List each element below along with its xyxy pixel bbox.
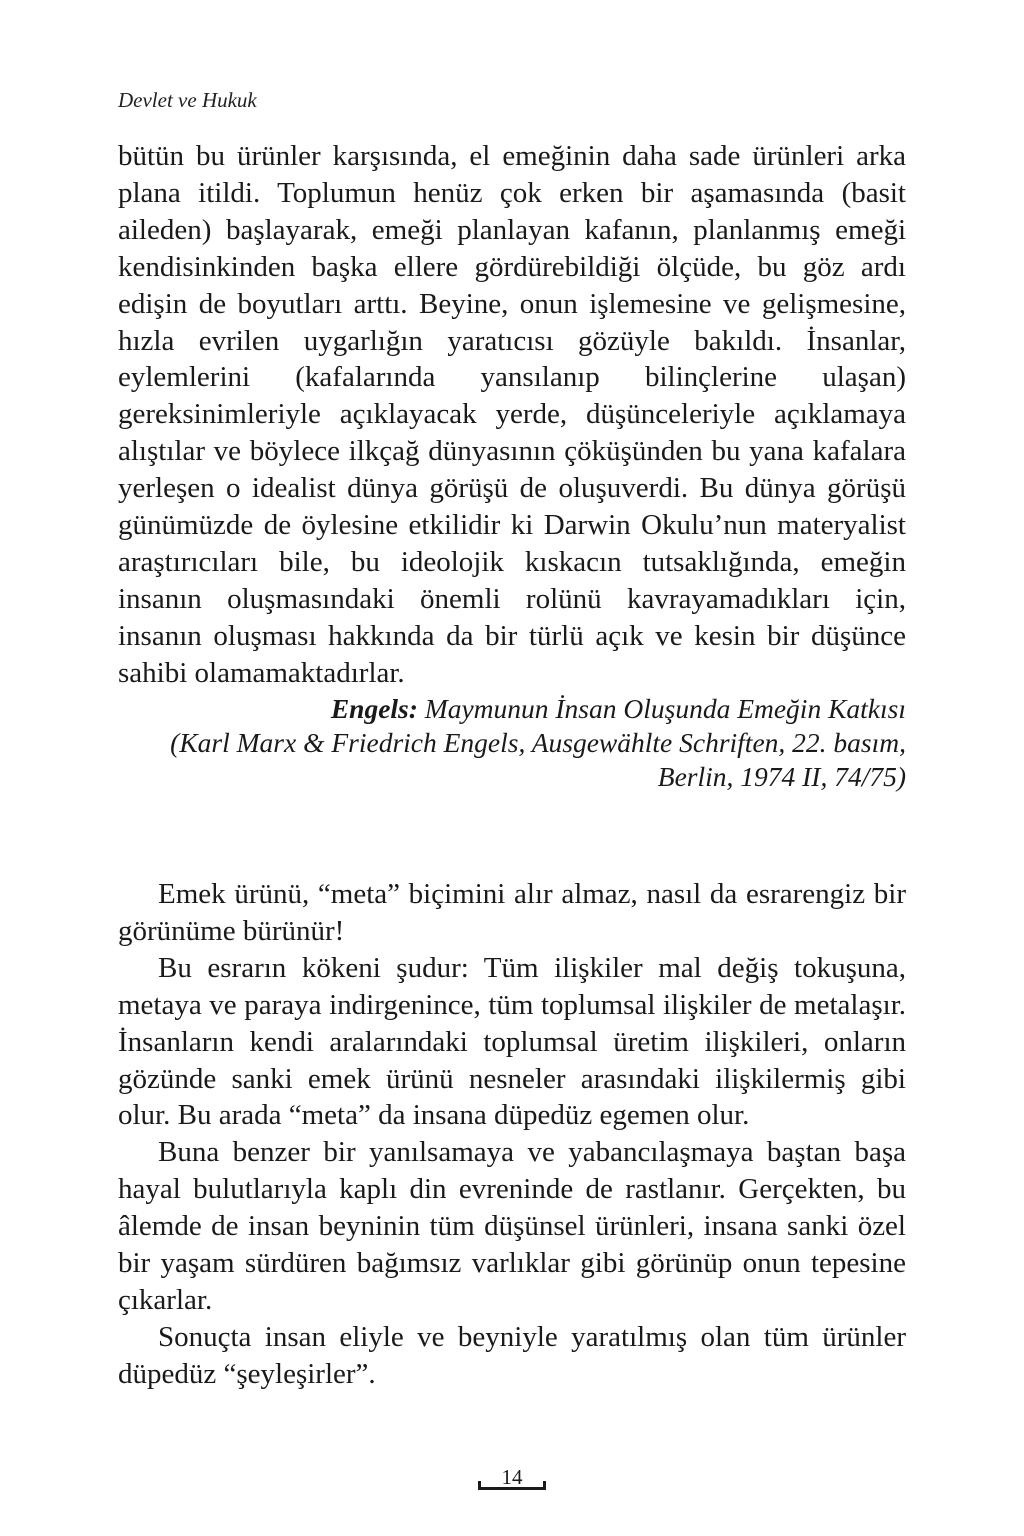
citation — [118, 692, 906, 794]
citation-source-line: (Karl Marx & Friedrich Engels, Ausgewählte Schriften, 22. basım, — [170, 727, 906, 758]
paragraph: bütün bu ürünler karşısında, el emeğinin daha sade ürünleri arka plana itildi. Toplumun henüz çok erken bir aşamasında (basit aileden) başlayarak, emeği planlayan kafanın, planlanmış emeği kendisinkinden başka ellere gördürebildiği ölçüde, bu göz ardı edişin de boyutları arttı. Beyine, onun işlemesine ve gelişmesine, hızla evrilen uygarlığın yaratıcısı gözüyle bakıldı. İnsanlar, eylemlerini (kafalarında yansılanıp bilinçlerine ulaşan) gereksinimleriyle açıklayacak yerde, düşünceleriyle açıklamaya alıştılar ve böylece ilkçağ dünyasının çöküşünden bu yana kafalara yerleşen o idealist dünya görüşü de oluşuverdi. Bu dünya görüşü günümüzde de öylesine etkilidir ki Darwin Okulu’nun materyalist araştırıcıları bile, bu ideolojik kıskacın tutsaklığında, emeğin insanın oluşmasındaki önemli rolünü kavrayamadıkları için, insanın oluşması hakkında da bir türlü açık ve kesin bir düşünce sahibi olamamaktadırlar. — [118, 140, 906, 689]
page-number: 14 — [478, 1467, 546, 1490]
citation-source-line: Berlin, 1974 II, 74/75) — [657, 761, 906, 792]
body-text-top — [118, 138, 906, 692]
paragraph: Bu esrarın kökeni şudur: Tüm ilişkiler mal değiş tokuşuna, metaya ve paraya indirgenince, tüm toplumsal ilişkiler de metalaşır. İnsanların kendi aralarındaki toplumsal üretim ilişkileri, onların gözünde sanki emek ürünü nesneler arasındaki ilişkilermiş gibi olur. Bu arada “meta” da insana düpedüz egemen olur. — [118, 951, 906, 1132]
body-text-bottom — [118, 876, 906, 1393]
running-header: Devlet ve Hukuk — [118, 88, 257, 112]
paragraph: Buna benzer bir yanılsamaya ve yabancılaşmaya baştan başa hayal bulutlarıyla kaplı din evreninde de rastlanır. Gerçekten, bu âlemde de insan beyninin tüm düşünsel ürünleri, insana sanki özel bir yaşam sürdüren bağımsız varlıklar gibi görünüp onun tepesine çıkarlar. — [118, 1136, 906, 1316]
paragraph: Sonuçta insan eliyle ve beyniyle yaratılmış olan tüm ürünler düpedüz “şeyleşirler”. — [118, 1320, 906, 1390]
paragraph: Emek ürünü, “meta” biçimini alır almaz, nasıl da esrarengiz bir görünüme bürünür! — [118, 878, 906, 947]
citation-author: Engels: — [330, 693, 418, 724]
citation-title-line — [118, 692, 906, 726]
citation-title: Maymunun İnsan Oluşunda Emeğin Katkısı — [417, 693, 906, 724]
